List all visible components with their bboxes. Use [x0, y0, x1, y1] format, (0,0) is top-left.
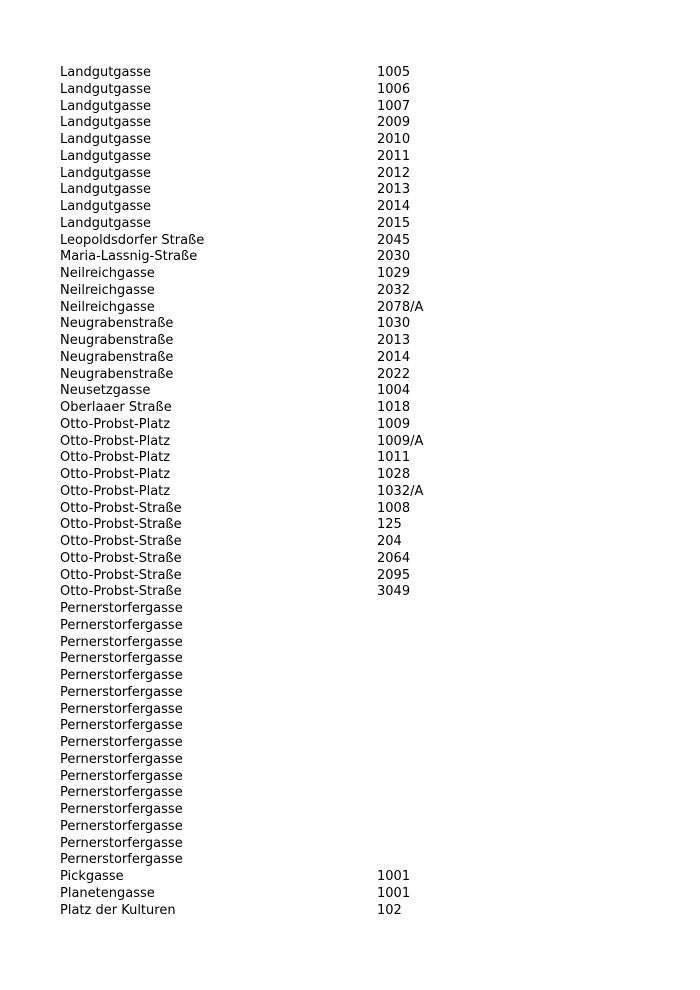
street-name-cell: Pernerstorfergasse: [60, 835, 183, 851]
street-name-cell: Pernerstorfergasse: [60, 768, 183, 784]
table-row: [60, 651, 660, 668]
table-row: [60, 668, 660, 685]
street-name-cell: Landgutgasse: [60, 165, 152, 181]
house-number-cell: 2012: [377, 165, 411, 181]
house-number-cell: 2011: [377, 148, 411, 164]
street-name-cell: Pernerstorfergasse: [60, 684, 183, 700]
house-number-cell: 1006: [377, 81, 411, 97]
house-number-cell: 1009/A: [377, 433, 424, 449]
street-name-cell: Otto-Probst-Straße: [60, 517, 182, 533]
street-name-cell: Pernerstorfergasse: [60, 735, 183, 750]
street-name-cell: Landgutgasse: [60, 81, 152, 97]
street-name-cell: Landgutgasse: [60, 132, 152, 147]
street-name-cell: Landgutgasse: [60, 65, 152, 80]
street-name-cell: Neilreichgasse: [60, 299, 155, 315]
street-name-cell: Pernerstorfergasse: [60, 718, 183, 734]
table-row: [60, 300, 660, 317]
table-row: [60, 735, 660, 752]
street-name-cell: Landgutgasse: [60, 98, 152, 114]
house-number-cell: 2032: [377, 282, 411, 298]
house-number-cell: 1028: [377, 467, 411, 482]
table-row: [60, 350, 660, 367]
house-number-cell: 2010: [377, 132, 411, 147]
house-number-cell: 1001: [377, 885, 411, 901]
street-name-cell: Pernerstorfergasse: [60, 651, 183, 667]
table-row: [60, 584, 660, 601]
table-row: [60, 819, 660, 836]
street-name-cell: Landgutgasse: [60, 115, 152, 131]
street-name-cell: Neilreichgasse: [60, 266, 155, 281]
street-name-cell: Otto-Probst-Platz: [60, 467, 171, 482]
street-name-cell: Platz der Kulturen: [60, 902, 176, 918]
table-row: [60, 886, 660, 903]
table-row: [60, 132, 660, 149]
street-name-cell: Neugrabenstraße: [60, 366, 174, 382]
street-name-cell: Pernerstorfergasse: [60, 852, 183, 868]
street-name-cell: Otto-Probst-Platz: [60, 416, 171, 432]
table-row: [60, 266, 660, 283]
house-number-cell: 2045: [377, 232, 411, 248]
house-number-cell: 1007: [377, 98, 411, 114]
street-name-cell: Landgutgasse: [60, 148, 152, 164]
street-name-cell: Landgutgasse: [60, 182, 152, 198]
house-number-cell: 1004: [377, 383, 411, 399]
house-number-cell: 102: [377, 902, 402, 918]
table-row: [60, 182, 660, 199]
house-number-cell: 1032/A: [377, 483, 424, 499]
table-row: [60, 383, 660, 400]
table-row: [60, 484, 660, 501]
street-name-cell: Pernerstorfergasse: [60, 634, 183, 650]
table-row: [60, 869, 660, 886]
house-number-cell: 1018: [377, 400, 411, 415]
table-row: [60, 65, 660, 82]
table-row: [60, 618, 660, 635]
table-row: [60, 534, 660, 551]
table-row: [60, 802, 660, 819]
street-name-cell: Neilreichgasse: [60, 282, 155, 298]
street-name-cell: Leopoldsdorfer Straße: [60, 232, 205, 248]
table-row: [60, 283, 660, 300]
table-row: [60, 501, 660, 518]
street-name-cell: Pernerstorfergasse: [60, 601, 183, 616]
street-name-cell: Pernerstorfergasse: [60, 668, 183, 683]
table-row: [60, 718, 660, 735]
table-row: [60, 400, 660, 417]
table-row: [60, 115, 660, 132]
street-name-cell: Otto-Probst-Straße: [60, 584, 182, 600]
table-row: [60, 450, 660, 467]
house-number-cell: 2013: [377, 182, 411, 198]
street-name-cell: Otto-Probst-Straße: [60, 567, 182, 583]
street-name-cell: Otto-Probst-Platz: [60, 433, 171, 449]
street-name-cell: Pernerstorfergasse: [60, 818, 183, 834]
house-number-cell: 3049: [377, 584, 411, 600]
street-name-cell: Otto-Probst-Platz: [60, 483, 171, 499]
house-number-cell: 2014: [377, 199, 411, 214]
table-row: [60, 216, 660, 233]
house-number-cell: 2095: [377, 567, 411, 583]
street-name-cell: Neugrabenstraße: [60, 333, 174, 348]
house-number-cell: 2009: [377, 115, 411, 131]
table-row: [60, 903, 660, 920]
house-number-cell: 2064: [377, 550, 411, 566]
table-row: [60, 199, 660, 216]
street-name-cell: Otto-Probst-Straße: [60, 550, 182, 566]
street-name-cell: Otto-Probst-Platz: [60, 450, 171, 466]
house-number-cell: 2014: [377, 349, 411, 365]
street-name-cell: Pernerstorfergasse: [60, 617, 183, 633]
table-row: [60, 769, 660, 786]
table-row: [60, 467, 660, 484]
table-row: [60, 149, 660, 166]
table-row: [60, 568, 660, 585]
house-number-cell: 1008: [377, 500, 411, 516]
table-row: [60, 333, 660, 350]
table-row: [60, 752, 660, 769]
table-row: [60, 316, 660, 333]
street-name-cell: Pernerstorfergasse: [60, 785, 183, 801]
table-row: [60, 635, 660, 652]
house-number-cell: 2015: [377, 215, 411, 231]
table-row: [60, 601, 660, 618]
house-number-cell: 125: [377, 517, 402, 533]
street-name-cell: Landgutgasse: [60, 199, 152, 214]
house-number-cell: 204: [377, 534, 402, 549]
table-row: [60, 99, 660, 116]
house-number-cell: 2078/A: [377, 299, 424, 315]
house-number-cell: 1001: [377, 869, 411, 884]
street-name-cell: Pernerstorfergasse: [60, 701, 183, 717]
house-number-cell: 2013: [377, 333, 411, 348]
table-row: [60, 82, 660, 99]
street-name-cell: Pernerstorfergasse: [60, 751, 183, 767]
table-row: [60, 434, 660, 451]
table-row: [60, 785, 660, 802]
street-name-cell: Landgutgasse: [60, 215, 152, 231]
house-number-cell: 1009: [377, 416, 411, 432]
table-row: [60, 417, 660, 434]
table-row: [60, 685, 660, 702]
street-name-cell: Pickgasse: [60, 869, 124, 884]
house-number-cell: 1005: [377, 65, 411, 80]
street-name-cell: Planetengasse: [60, 885, 155, 901]
street-name-cell: Neugrabenstraße: [60, 349, 174, 365]
table-row: [60, 551, 660, 568]
street-number-table: [60, 65, 660, 919]
house-number-cell: 2030: [377, 249, 411, 265]
street-name-cell: Neugrabenstraße: [60, 316, 174, 332]
table-row: [60, 233, 660, 250]
house-number-cell: 1011: [377, 450, 411, 466]
house-number-cell: 2022: [377, 366, 411, 382]
house-number-cell: 1029: [377, 266, 411, 281]
street-name-cell: Pernerstorfergasse: [60, 802, 183, 817]
street-name-cell: Otto-Probst-Straße: [60, 534, 182, 549]
street-name-cell: Maria-Lassnig-Straße: [60, 249, 198, 265]
house-number-cell: 1030: [377, 316, 411, 332]
table-row: [60, 517, 660, 534]
table-row: [60, 166, 660, 183]
table-row: [60, 836, 660, 853]
street-name-cell: Oberlaaer Straße: [60, 400, 172, 415]
table-row: [60, 852, 660, 869]
table-row: [60, 367, 660, 384]
table-row: [60, 249, 660, 266]
street-name-cell: Neusetzgasse: [60, 383, 151, 399]
table-row: [60, 702, 660, 719]
street-name-cell: Otto-Probst-Straße: [60, 500, 182, 516]
